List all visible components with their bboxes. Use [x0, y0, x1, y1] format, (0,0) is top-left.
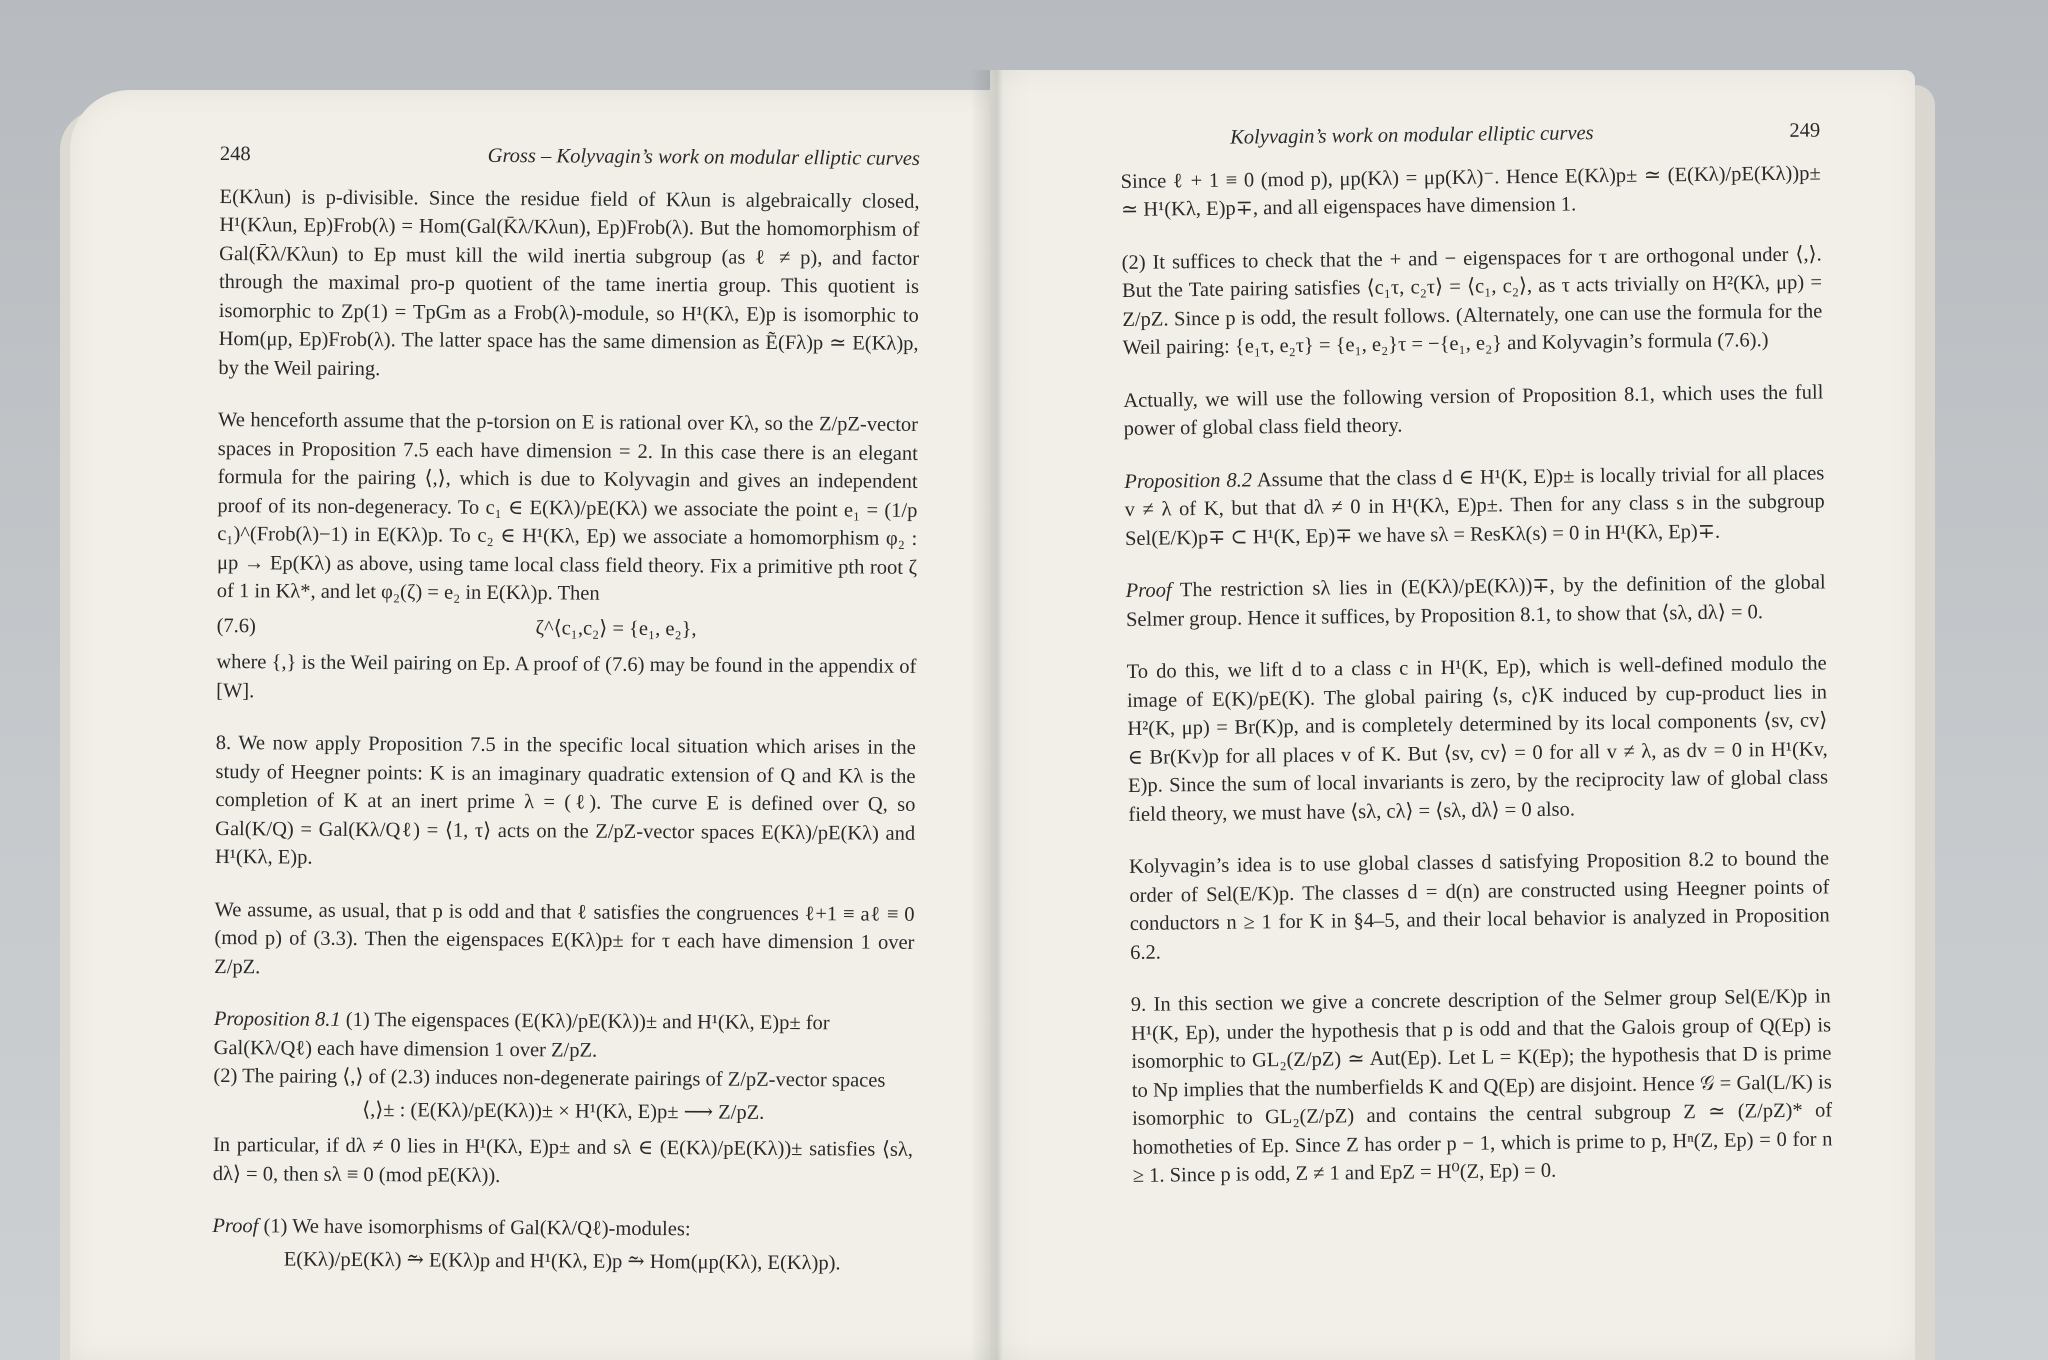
left-page	[70, 90, 1000, 1360]
section-8: 8. We now apply Proposition 7.5 in the specific local situation which arises in the study of Heegner points: K is an imaginary quadratic extension of Q and Kλ is the completion of K at an inert prime λ = (ℓ). The curve E is defined over Q, so Gal(K/Q) = Gal(Kλ/Qℓ) = ⟨1, τ⟩ acts on the Z/pZ-vector spaces E(Kλ)/pE(Kλ) and H¹(Kλ, E)p.	[214, 731, 916, 869]
proof-label: Proof	[1125, 579, 1172, 602]
left-page-text	[212, 140, 920, 1286]
proposition-text: In particular, if dλ ≠ 0 lies in H¹(Kλ, E)p± and sλ ∈ (E(Kλ)/pE(Kλ))± satisfies ⟨sλ, dλ⟩ = 0, then sλ ≡ 0 (mod pE(Kλ)).	[212, 1133, 914, 1187]
proposition-label: Proposition 8.2	[1124, 468, 1253, 493]
paragraph: Actually, we will use the following version of Proposition 8.1, which uses the full power of global class field theory.	[1123, 380, 1824, 440]
running-head: Gross – Kolyvagin’s work on modular elliptic curves	[487, 144, 920, 170]
equation: ζ^⟨c₁,c₂⟩ = {e₁, e₂},	[535, 616, 697, 640]
paragraph: (2) It suffices to check that the + and − eigenspaces for τ are orthogonal under ⟨,⟩. But the Tate pairing satisfies ⟨c₁τ, c₂τ⟩ = ⟨c₁, c₂⟩, as τ acts trivially on H²(Kλ, μp) = Z/pZ. Since p is odd, the result follows. (Alternately, one can use the formula for the Weil pairing: {e₁τ, e₂τ} = {e₁, e₂}τ = −{e₁, e₂} and Kolyvagin’s formula (7.6).)	[1121, 242, 1823, 359]
right-page-text	[1120, 116, 1833, 1214]
paragraph: where {,} is the Weil pairing on Ep. A proof of (7.6) may be found in the appendix of [W].	[216, 650, 917, 702]
left-page-header	[220, 140, 920, 173]
open-book	[60, 70, 1890, 1360]
proposition-8-2	[1124, 459, 1825, 553]
paragraph: We henceforth assume that the p-torsion on E is rational over Kλ, so the Z/pZ-vector spaces in Proposition 7.5 each have dimension = 2. In this case there is an elegant formula for the pairing ⟨,⟩, which is due to Kolyvagin and gives an independent proof of its non-degeneracy. To c₁ ∈ E(Kλ)/pE(Kλ) we associate the point e₁ = (1/p c₁)^(Frob(λ)−1) in E(Kλ)p. To c₂ ∈ H¹(Kλ, Ep) we associate a homomorphism φ₂ : μp → Ep(Kλ) as above, using tame local class field theory. Fix a primitive pth root ζ of 1 in Kλ*, and let φ₂(ζ) = e₂ in E(Kλ)p. Then	[216, 408, 919, 605]
proposition-text: Assume that the class d ∈ H¹(K, E)p± is locally trivial for all places v ≠ λ of K, but that dλ ≠ 0 in H¹(Kλ, E)p±. Then for any class s in the subgroup Sel(E/K)p∓ ⊂ H¹(K, Ep)∓ we have sλ = ResKλ(s) = 0 in H¹(Kλ, Ep)∓.	[1124, 461, 1825, 550]
proposition-label: Proposition 8.1	[213, 1007, 341, 1031]
proof-text: (1) We have isomorphisms of Gal(Kλ/Qℓ)-modules:	[263, 1215, 691, 1241]
book-gutter	[970, 70, 1030, 1360]
running-head: Kolyvagin’s work on modular elliptic curves	[1230, 122, 1594, 149]
paragraph: Since ℓ + 1 ≡ 0 (mod p), μp(Kλ) = μp(Kλ)⁻. Hence E(Kλ)p± ≃ (E(Kλ)/pE(Kλ))p± ≃ H¹(Kλ, E)p∓, and all eigenspaces have dimension 1.	[1120, 161, 1821, 221]
proposition-text: (1) The eigenspaces (E(Kλ)/pE(Kλ))± and H¹(Kλ, E)p± for Gal(Kλ/Qℓ) each have dimension 1 over Z/pZ.	[213, 1008, 830, 1062]
page-number: 249	[1789, 119, 1821, 142]
page-number: 248	[219, 142, 251, 166]
proof-label: Proof	[212, 1214, 259, 1238]
equation-7-6	[217, 611, 917, 644]
proof-text: The restriction sλ lies in (E(Kλ)/pE(Kλ))∓, by the definition of the global Selmer group. Hence it suffices, by Proposition 8.1, to show that ⟨sλ, dλ⟩ = 0.	[1125, 571, 1826, 631]
proposition-text: (2) The pairing ⟨,⟩ of (2.3) induces non-degenerate pairings of Z/pZ-vector spaces	[213, 1064, 886, 1092]
equation-label: (7.6)	[216, 614, 256, 637]
equation: E(Kλ)/pE(Kλ) ⥲ E(Kλ)p and H¹(Kλ, E)p ⥲ Hom(μp(Kλ), E(Kλ)p).	[283, 1247, 841, 1274]
paragraph: Kolyvagin’s idea is to use global classes d satisfying Proposition 8.2 to bound the order of Sel(E/K)p. The classes d = d(n) are constructed using Heegner points of conductors n ≥ 1 for K in §4–5, and their local behavior is analyzed in Proposition 6.2.	[1128, 847, 1830, 964]
equation: ⟨,⟩± : (E(Kλ)/pE(Kλ))± × H¹(Kλ, E)p± ⟶ Z/pZ.	[362, 1098, 765, 1124]
section-9: 9. In this section we give a concrete description of the Selmer group Sel(E/K)p in H¹(K, Ep), under the hypothesis that p is odd and that the Galois group of Q(Ep) is isomorphic to GL₂(Z/pZ) ≃ Aut(Ep). Let L = K(Ep); the hypothesis that D is prime to Np implies that the numberfields K and Q(Ep) are disjoint. Hence 𝒢 = Gal(L/K) is isomorphic to GL₂(Z/pZ) and contains the central subgroup Z ≃ (Z/pZ)* of homotheties of Ep. Since Z has order p − 1, which is prime to p, Hⁿ(Z, Ep) = 0 for n ≥ 1. Since p is odd, Z ≠ 1 and EpZ = H⁰(Z, Ep) = 0.	[1130, 985, 1833, 1187]
paragraph: To do this, we lift d to a class c in H¹(K, Ep), which is well-defined modulo the image of E(K)/pE(K). The global pairing ⟨s, c⟩K induced by cup-product lies in H²(K, μp) = Br(K)p, and is completely determined by its local components ⟨sv, cv⟩ ∈ Br(Kv)p for all places v of K. But ⟨sv, cv⟩ = 0 for all v ≠ λ, as dv = 0 in H¹(Kv, E)p. Since the sum of local invariants is zero, by the reciprocity law of global class field theory, we must have ⟨sλ, cλ⟩ = ⟨sλ, dλ⟩ = 0 also.	[1126, 652, 1829, 826]
proof	[212, 1212, 912, 1278]
paragraph: We assume, as usual, that p is odd and that ℓ satisfies the congruences ℓ+1 ≡ aℓ ≡ 0 (mod p) of (3.3). Then the eigenspaces E(Kλ)p± for τ each have dimension 1 over Z/pZ.	[214, 898, 915, 978]
right-page	[990, 70, 1915, 1360]
proof	[1126, 568, 1827, 634]
paragraph: E(Kλun) is p-divisible. Since the residue field of Kλun is algebraically closed, H¹(Kλun, Ep)Frob(λ) = Hom(Gal(K̄λ/Kλun), Ep)Frob(λ). But the homomorphism of Gal(K̄λ/Kλun) to Ep must kill the wild inertia subgroup (as ℓ ≠ p), and factor through the maximal pro-p quotient of the tame inertia group. This quotient is isomorphic to Zp(1) = TpGm as a Frob(λ)-module, so H¹(Kλ, E)p is isomorphic to Hom(μp, Ep)Frob(λ). The latter space has the same dimension as Ẽ(Fλ)p ≃ E(Kλ)p, by the Weil pairing.	[218, 185, 920, 380]
proposition-8-1	[213, 1005, 914, 1193]
right-page-header	[1120, 116, 1820, 153]
